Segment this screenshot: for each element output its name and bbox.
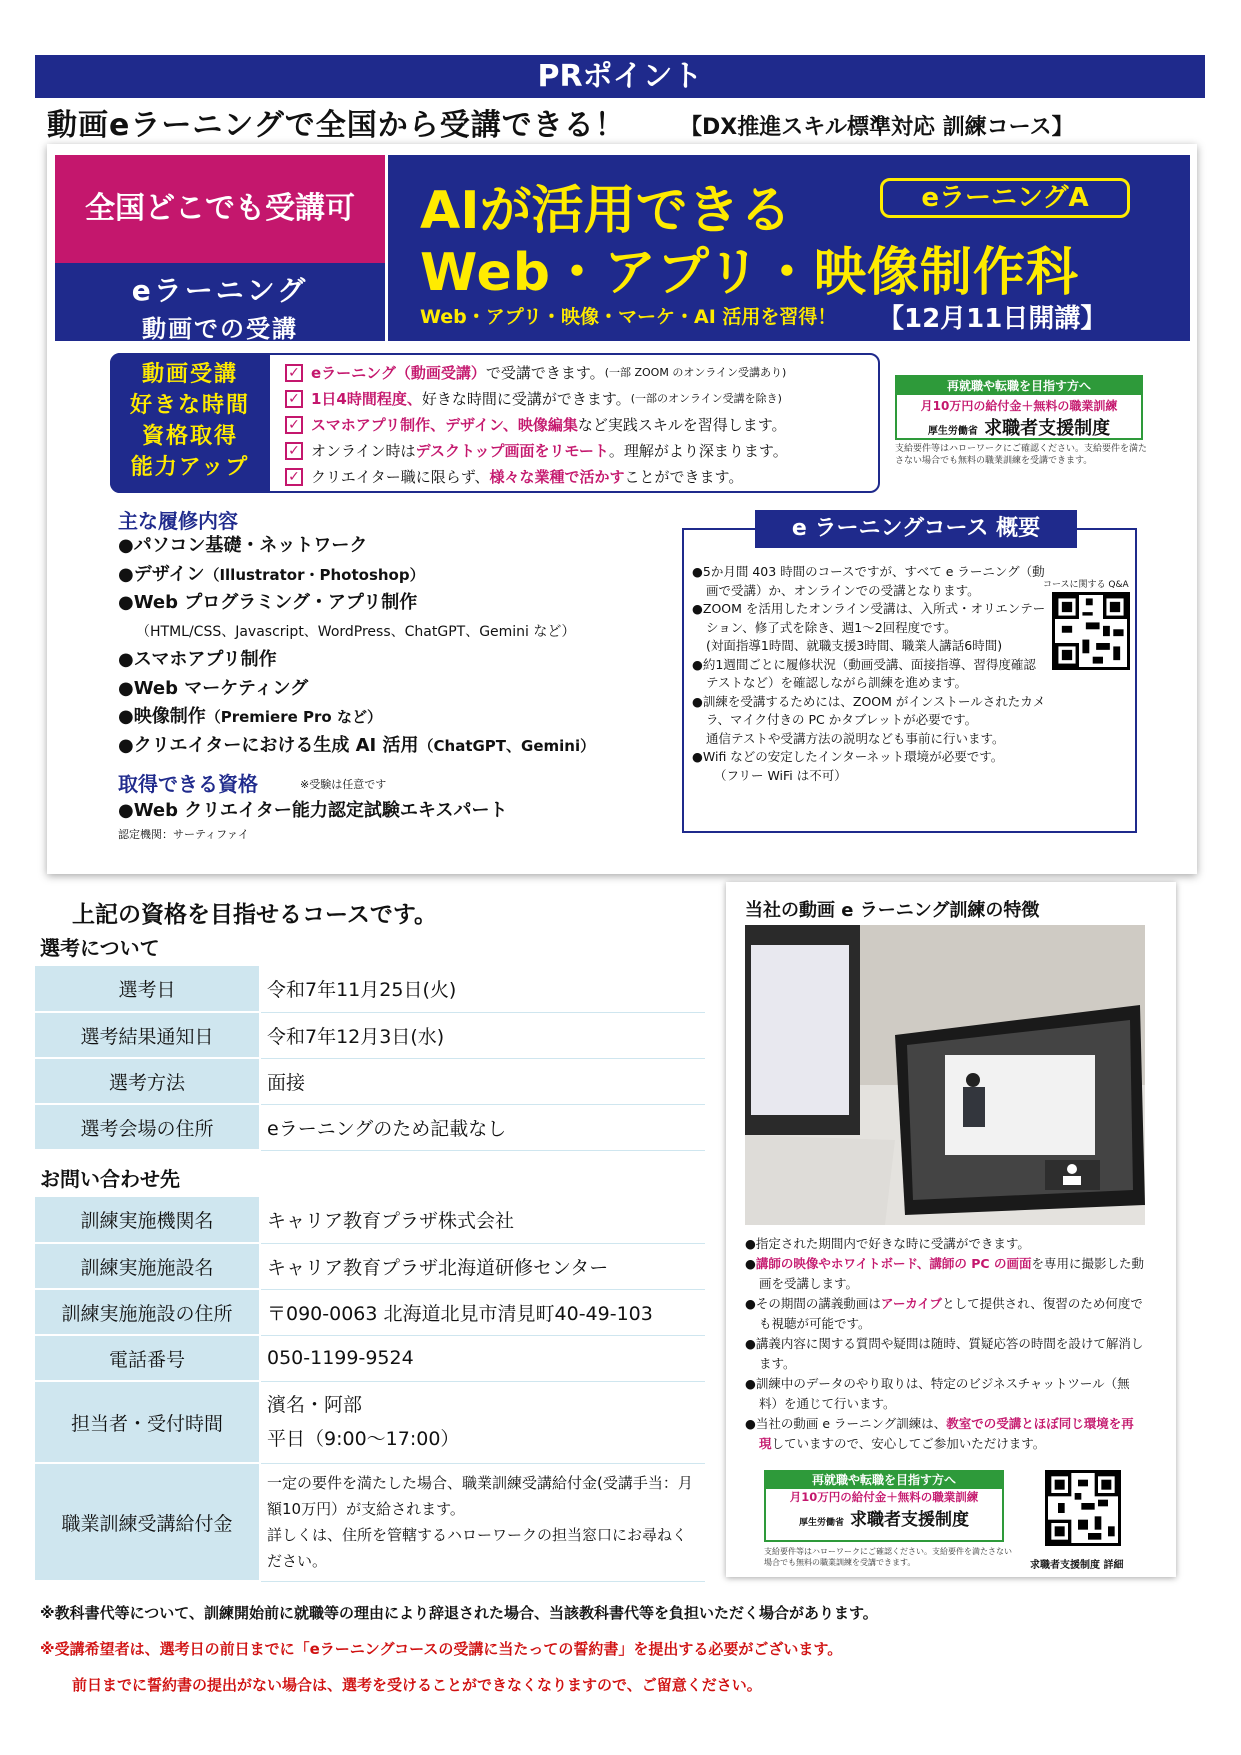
- headline: 動画eラーニングで全国から受講できる！: [47, 108, 626, 143]
- table-value: 令和7年11月25日(火): [260, 966, 706, 1012]
- feature-card-item: ●講師の映像やホワイトボード、講師の PC の画面を専用に撮影した動画を受講します。: [745, 1256, 1144, 1291]
- contact-table: [35, 1197, 707, 1582]
- table-value: キャリア教育プラザ北海道研修センター: [260, 1243, 706, 1289]
- table-value: 050-1199-9524: [260, 1335, 706, 1381]
- course-subtitle: Web・アプリ・映像・マーケ・AI 活用を習得！: [420, 306, 837, 328]
- lecture-photo: [745, 925, 1145, 1225]
- feature-text: ことができます。: [624, 468, 744, 486]
- contact-heading: お問い合わせ先: [40, 1167, 180, 1191]
- overview-item: ●5か月間 403 時間のコースですが、すべて e ラーニング（動画で受講）か、オンラインでの受講となります。: [692, 564, 1045, 598]
- course-item: ●デザイン（Illustrator・Photoshop）: [118, 563, 425, 585]
- feature-text: オンライン時は: [311, 442, 416, 460]
- table-row: [35, 1104, 706, 1150]
- table-key: 電話番号: [35, 1335, 260, 1381]
- feature-text: 。理解がより深まります。: [608, 442, 788, 460]
- qualification-heading: 取得できる資格: [118, 772, 258, 796]
- table-row: [35, 1289, 706, 1335]
- course-item: ●パソコン基礎・ネットワーク: [118, 535, 368, 556]
- keyword-item: 動画受講: [141, 362, 238, 387]
- table-value: eラーニングのため記載なし: [260, 1104, 706, 1150]
- banner-divider: [385, 155, 388, 341]
- table-value: 〒090-0063 北海道北見市清見町40-49-103: [260, 1289, 706, 1335]
- qualification-note: ※受験は任意です: [300, 778, 387, 791]
- overview-item: ●訓練を受講するためには、ZOOM がインストールされたカメラ、マイク付きの PC かタブレットが必要です。: [692, 693, 1046, 727]
- feature-item: [285, 360, 788, 386]
- table-key: 訓練実施機関名: [35, 1197, 260, 1243]
- overview-title: e ラーニングコース 概要: [755, 510, 1077, 548]
- feature-card-item: ●当社の動画 e ラーニング訓練は、教室での受講とほぼ同じ環境を再現していますので、安心してご参加いただけます。: [745, 1416, 1134, 1451]
- course-item: ●クリエイターにおける生成 AI 活用（ChatGPT、Gemini）: [118, 734, 596, 756]
- table-row: [35, 966, 706, 1012]
- support-heading: 再就職や転職を目指す方へ: [766, 1472, 1002, 1489]
- feature-text: で受講できます。: [485, 364, 605, 382]
- course-item: ●映像制作（Premiere Pro など）: [118, 706, 382, 727]
- table-key: 訓練実施施設の住所: [35, 1289, 260, 1335]
- table-value: キャリア教育プラザ株式会社: [260, 1197, 706, 1243]
- overview-item-sub: 通信テストや受講方法の説明なども事前に行います。: [706, 730, 1005, 746]
- support-benefit: 月10万円の給付金＋無料の職業訓練: [789, 1490, 979, 1504]
- course-item: ●Web プログラミング・アプリ制作: [118, 592, 418, 613]
- keyword-item: 能力アップ: [130, 455, 250, 480]
- feature-text: など実践スキルを習得します。: [577, 416, 787, 434]
- checkbox-icon: ✓: [285, 416, 303, 434]
- footer-note-3: 前日までに誓約書の提出がない場合は、選考を受けることができなくなりますので、ご留意ください。: [72, 1676, 762, 1694]
- banner-elearning-line2: 動画での受講: [142, 315, 298, 343]
- course-title-line2: Web・アプリ・映像制作科: [420, 243, 1079, 303]
- open-date: 【12月11日開講】: [878, 304, 1107, 334]
- course-content-list: [118, 532, 595, 760]
- overview-item-sub: （フリー WiFi は不可）: [714, 767, 847, 783]
- selection-heading: 選考について: [40, 936, 160, 960]
- feature-card-list: [745, 1234, 1145, 1454]
- pr-points-bar: PRポイント: [35, 55, 1205, 98]
- footer-note-1: ※教科書代等について、訓練開始前に就職等の理由により辞退された場合、当該教科書代等を負担いただく場合があります。: [40, 1604, 878, 1622]
- checkbox-icon: ✓: [285, 364, 303, 382]
- course-title-line1: AIが活用できる: [420, 181, 792, 241]
- overview-list: [692, 563, 1047, 785]
- table-row: [35, 1463, 706, 1581]
- feature-card-item: ●指定された期間内で好きな時に受講ができます。: [745, 1236, 1030, 1251]
- checkbox-icon: ✓: [285, 442, 303, 460]
- banner-elearning-label: [55, 263, 385, 341]
- feature-text: クリエイター職に限らず、: [311, 468, 490, 486]
- support-qr-caption: 求職者支援制度 詳細: [1030, 1560, 1124, 1571]
- footer-note-2: ※受講希望者は、選考日の前日までに「eラーニングコースの受講に当たっての誓約書」を提出する必要がございます。: [40, 1640, 843, 1658]
- table-key: 訓練実施施設名: [35, 1243, 260, 1289]
- feature-card-title: 当社の動画 e ラーニング訓練の特徴: [745, 900, 1040, 921]
- feature-card-item: ●その期間の講義動画はアーカイブとして提供され、復習のため何度でも視聴が可能です。: [745, 1296, 1143, 1331]
- feature-card-item: ●訓練中のデータのやり取りは、特定のビジネスチャットツール（無料）を通じて行います。: [745, 1376, 1130, 1411]
- qualification-org: 認定機関：サーティファイ: [118, 828, 249, 841]
- qa-qr-caption: コースに関する Q&A: [1043, 580, 1129, 590]
- course-content-heading: 主な履修内容: [118, 509, 238, 533]
- feature-note: (一部のオンライン受講を除き): [630, 392, 782, 405]
- table-value: 令和7年12月3日(水): [260, 1012, 706, 1058]
- checkbox-icon: ✓: [285, 390, 303, 408]
- qualification-item: ●Web クリエイター能力認定試験エキスパート: [118, 800, 508, 821]
- overview-item: ●Wifi などの安定したインターネット環境が必要です。: [692, 749, 1004, 764]
- table-value: 面接: [260, 1058, 706, 1104]
- support-benefit: 月10万円の給付金＋無料の職業訓練: [920, 399, 1118, 413]
- support-heading: 再就職や転職を目指す方へ: [897, 377, 1141, 395]
- feature-highlight: スマホアプリ制作、デザイン、映像編集: [311, 416, 578, 434]
- feature-highlight: デスクトップ画面をリモート: [415, 442, 609, 460]
- feature-highlight: 1日4時間程度、: [311, 390, 422, 408]
- overview-item-sub: (対面指導1時間、就職支援3時間、職業人講話6時間): [706, 638, 1003, 653]
- features-list: [285, 360, 788, 490]
- support-system-name: 求職者支援制度: [984, 418, 1111, 439]
- overview-item: ●ZOOM を活用したオンライン受講は、入所式・オリエンテーション、修了式を除き、週1～2回程度です。: [692, 601, 1046, 635]
- overview-item: ●約1週間ごとに履修状況（動画受講、面接指導、習得度確認テストなど）を確認しながら訓練を進めます。: [692, 656, 1036, 690]
- feature-note: (一部 ZOOM のオンライン受講あり): [604, 366, 787, 379]
- feature-text: 好きな時間に受講ができます。: [421, 390, 631, 408]
- table-key: 選考結果通知日: [35, 1012, 260, 1058]
- feature-item: [285, 412, 788, 438]
- support-name: 厚生労働省 求職者支援制度: [799, 1510, 969, 1530]
- support-qr-code-icon[interactable]: [1045, 1470, 1121, 1546]
- table-value: 一定の要件を満たした場合、職業訓練受講給付金(受講手当：月額10万円）が支給されます。 詳しくは、住所を管轄するハローワークの担当窓口にお尋ねください。: [260, 1463, 706, 1581]
- table-row: [35, 1335, 706, 1381]
- features-keywords: [110, 353, 270, 493]
- support-name: [897, 414, 1141, 440]
- banner-elearning-line1: eラーニング: [131, 274, 309, 307]
- feature-highlight: 様々な業種で活かす: [489, 468, 625, 486]
- course-qualification-title: 上記の資格を目指せるコースです。: [72, 902, 438, 928]
- selection-table: [35, 966, 707, 1151]
- support-note: 支給要件等はハローワークにご確認ください。支給要件を満たさない場合でも無料の職業訓練を受講できます。: [895, 444, 1148, 466]
- table-row: [35, 1012, 706, 1058]
- qa-qr-code-icon[interactable]: [1052, 592, 1130, 670]
- checkbox-icon: ✓: [285, 468, 303, 486]
- table-row: [35, 1197, 706, 1243]
- course-item-sub: （HTML/CSS、Javascript、WordPress、ChatGPT、Gemini など）: [136, 623, 576, 640]
- support-system-box-2: [764, 1470, 1004, 1542]
- table-row: [35, 1243, 706, 1289]
- table-key: 選考方法: [35, 1058, 260, 1104]
- table-key: 選考会場の住所: [35, 1104, 260, 1150]
- table-key: 担当者・受付時間: [35, 1381, 260, 1463]
- table-value: 濱名・阿部 平日（9:00～17:00）: [260, 1381, 706, 1463]
- feature-card-item: ●講義内容に関する質問や疑問は随時、質疑応答の時間を設けて解消します。: [745, 1336, 1144, 1371]
- feature-item: [285, 438, 788, 464]
- feature-item: [285, 464, 788, 490]
- keyword-item: 好きな時間: [129, 393, 250, 418]
- table-key: 職業訓練受講給付金: [35, 1463, 260, 1581]
- elearning-a-badge: eラーニングA: [880, 178, 1130, 218]
- ministry-label: 厚生労働省: [927, 426, 978, 437]
- course-item: ●スマホアプリ制作: [118, 649, 277, 670]
- table-key: 選考日: [35, 966, 260, 1012]
- banner-anywhere-label: 全国どこでも受講可: [55, 155, 385, 263]
- table-row: [35, 1058, 706, 1104]
- support-note: 支給要件等はハローワークにご確認ください。支給要件を満たさない場合でも無料の職業訓練を受講できます。: [764, 1547, 1012, 1567]
- headline-subtitle: 【DX推進スキル標準対応 訓練コース】: [680, 115, 1074, 140]
- feature-item: [285, 386, 788, 412]
- course-item: ●Web マーケティング: [118, 677, 309, 699]
- keyword-item: 資格取得: [141, 424, 238, 449]
- feature-highlight: eラーニング（動画受講）: [311, 364, 486, 382]
- table-row: [35, 1381, 706, 1463]
